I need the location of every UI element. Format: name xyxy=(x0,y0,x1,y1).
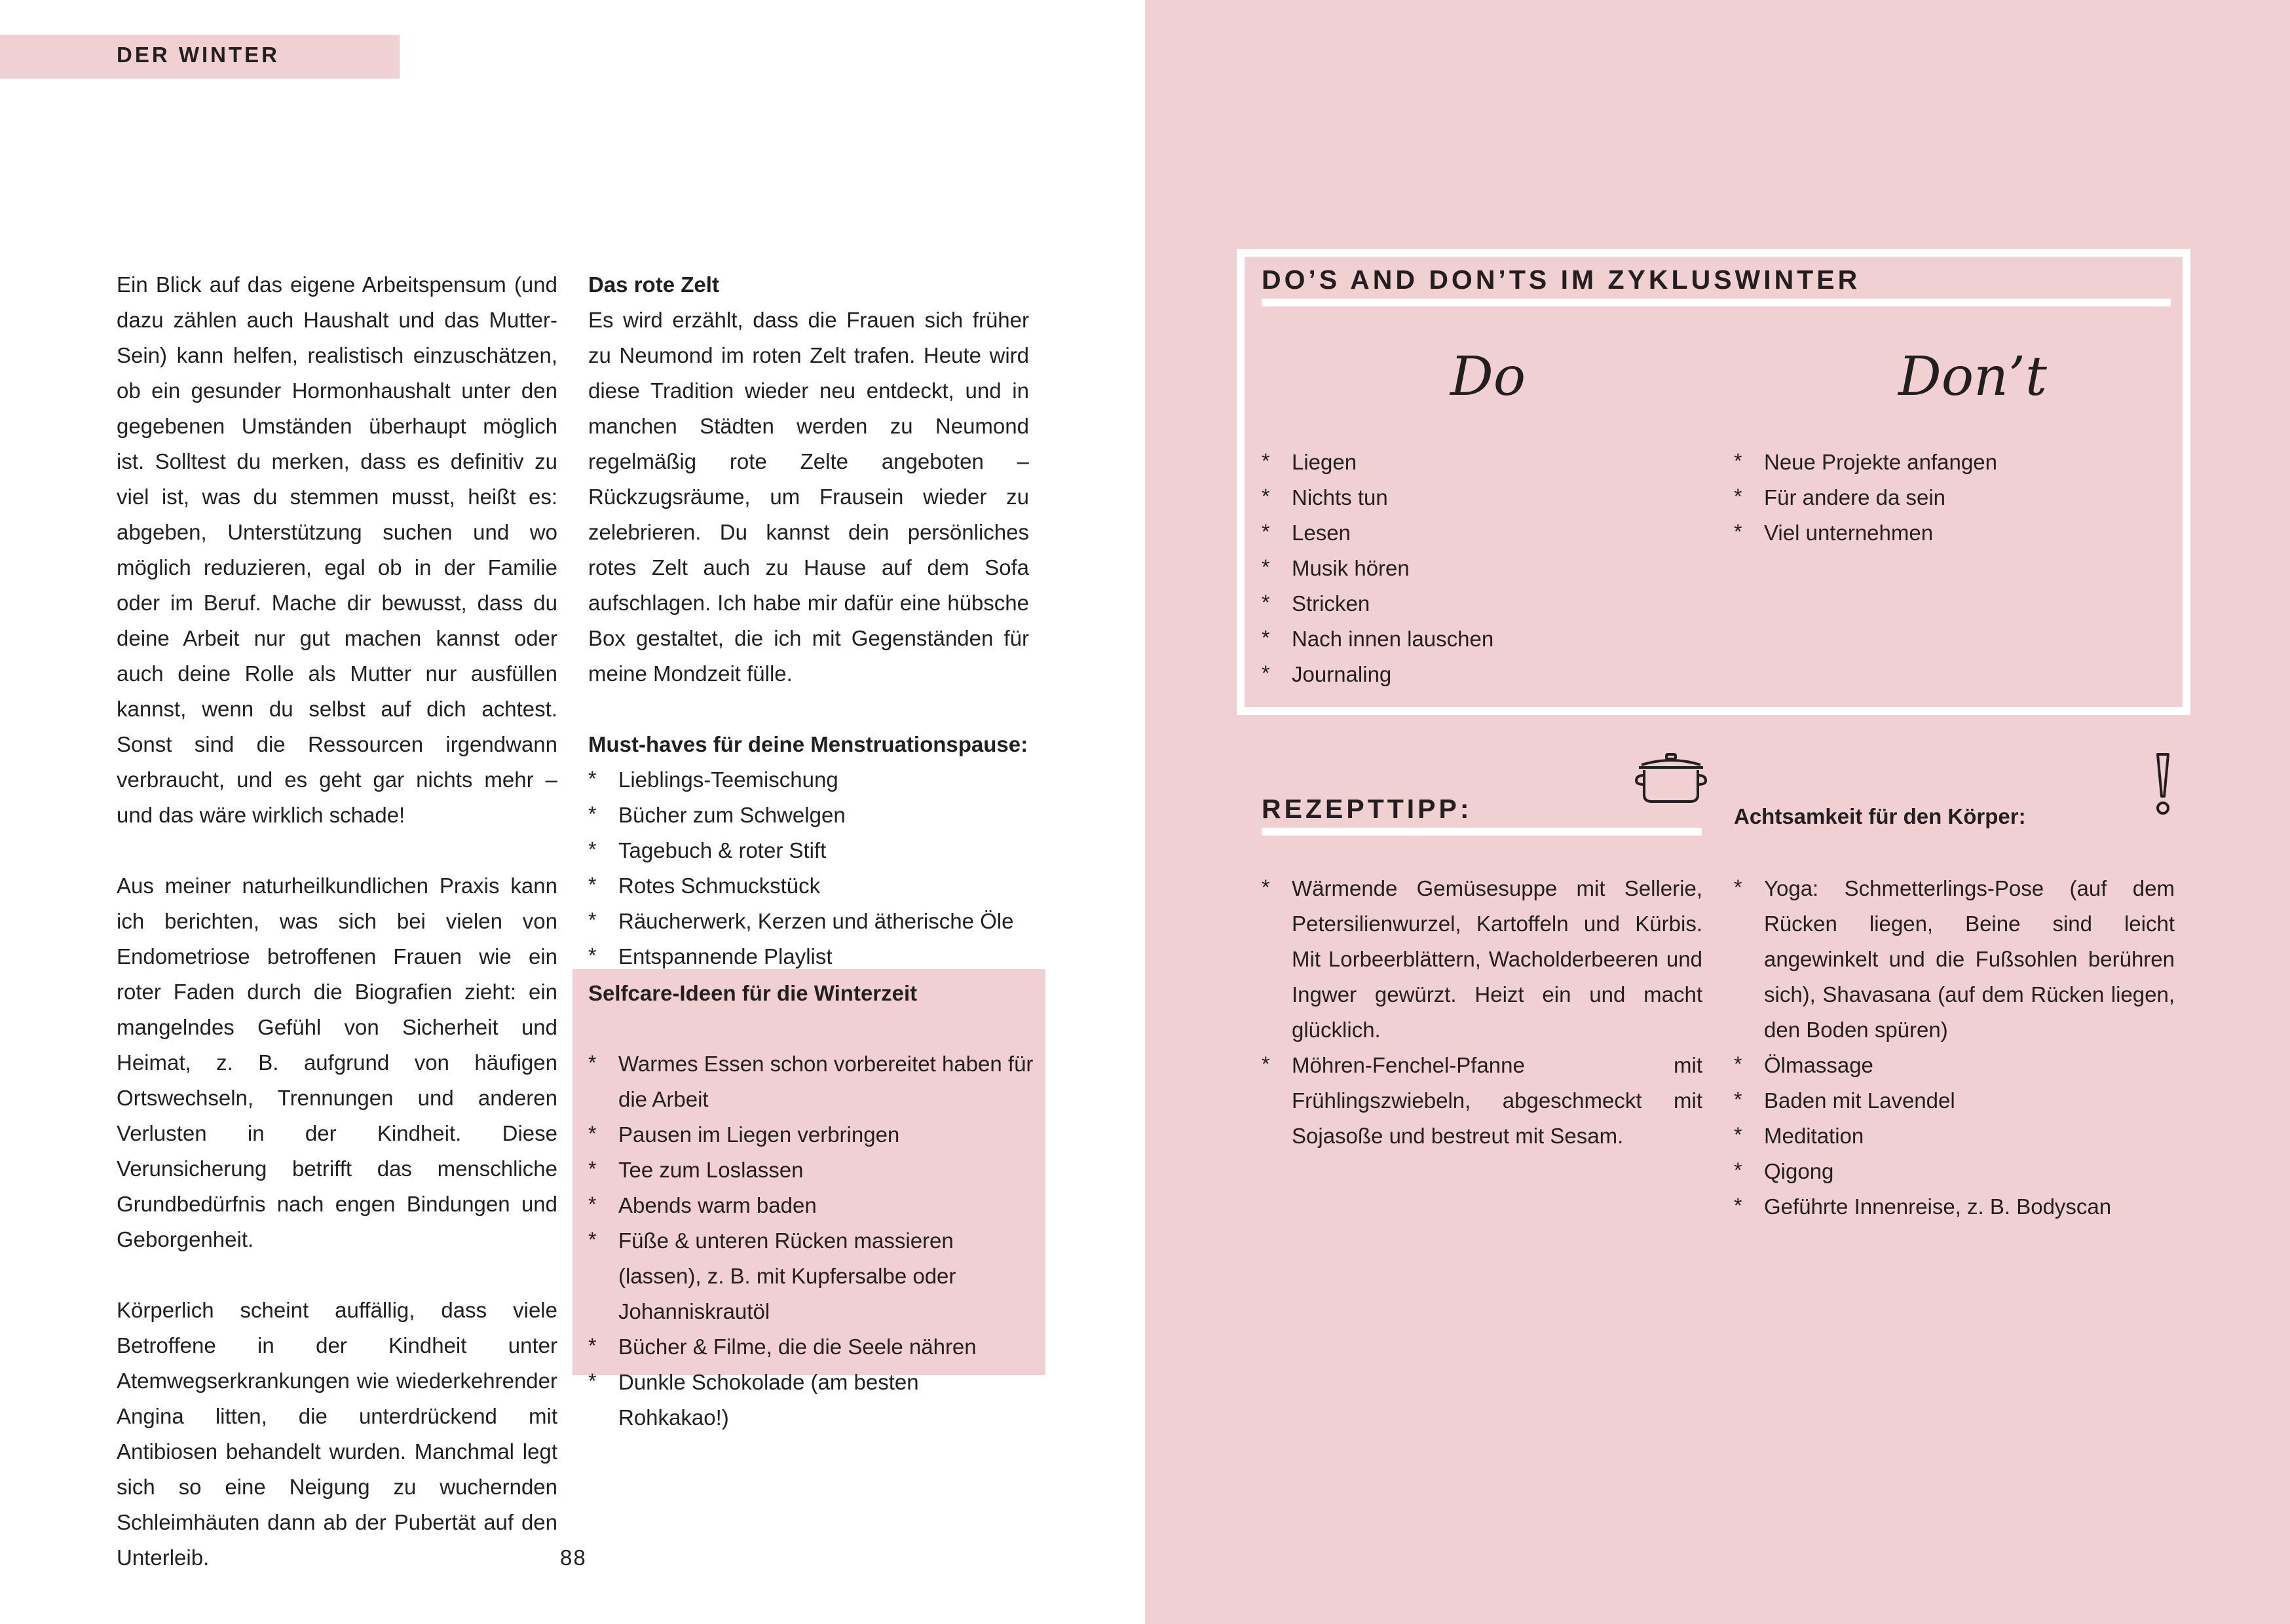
list-item: * Warmes Essen schon vorbereitet haben für die Arbeit xyxy=(588,1046,1034,1117)
list-item: * Tagebuch & roter Stift xyxy=(588,833,1029,868)
list-item: * Für andere da sein xyxy=(1734,480,2166,515)
list-item: * Füße & unteren Rücken massieren (lassen), z. B. mit Kupfersalbe oder Johanniskrautöl xyxy=(588,1223,1034,1329)
selfcare-heading: Selfcare-Ideen für die Winterzeit xyxy=(588,981,918,1005)
rezept-title: REZEPTTIPP: xyxy=(1262,794,1473,824)
list-item: * Meditation xyxy=(1734,1118,2175,1154)
list-item: * Musik hören xyxy=(1262,551,1655,586)
list-item: * Rotes Schmuckstück xyxy=(588,868,1029,904)
paragraph: Körperlich scheint auffällig, dass viele Betroffene in der Kindheit unter Atemwegserkrankungen wie wiederkehrender Angina litten, die unterdrückend mit Antibiosen behandelt wurden. Manchmal legt sich so eine Neigung zu wuchernden Schleimhäuten dann ab der Pubertät auf den Unterleib. xyxy=(117,1298,557,1570)
exclamation-icon xyxy=(2150,752,2176,817)
list-item: * Geführte Innenreise, z. B. Bodyscan xyxy=(1734,1189,2175,1225)
list-item: * Lieblings-Teemischung xyxy=(588,762,1029,798)
selfcare-list xyxy=(588,1046,1034,1435)
rezept-list xyxy=(1262,871,1702,1154)
dont-heading: Don’t xyxy=(1898,346,2047,408)
list-item: * Yoga: Schmetterlings-Pose (auf dem Rücken liegen, Beine sind leicht angewinkelt und die Fußsohlen berühren sich), Shavasana (auf dem Rücken liegen, den Boden spüren) xyxy=(1734,871,2175,1048)
musthaves-list xyxy=(588,762,1029,974)
list-item: * Abends warm baden xyxy=(588,1188,1034,1223)
list-item: * Journaling xyxy=(1262,657,1655,692)
zelt-paragraph: Es wird erzählt, dass die Frauen sich früher zu Neumond im roten Zelt trafen. Heute wird diese Tradition wieder neu entdeckt, und in manchen Städten werden zu Neumond regelmäßig rote Zelte angeboten – Rückzugsräume, um Frausein wieder zu zelebrieren. Du kannst dein persönliches rotes Zelt auch zu Hause auf dem Sofa aufschlagen. Ich habe mir dafür eine hübsche Box gestaltet, die ich mit Gegenständen für meine Mondzeit fülle. xyxy=(588,308,1029,686)
left-text-column xyxy=(117,267,557,1611)
running-head xyxy=(0,35,400,79)
list-item: * Lesen xyxy=(1262,515,1655,551)
list-item: * Bücher zum Schwelgen xyxy=(588,798,1029,833)
dos-donts-title: DO’S AND DON’TS IM ZYKLUSWINTER xyxy=(1262,265,1861,295)
achtsamkeit-heading: Achtsamkeit für den Körper: xyxy=(1734,804,2026,828)
list-item: * Räucherwerk, Kerzen und ätherische Öle xyxy=(588,904,1029,939)
selfcare-box xyxy=(572,969,1045,1430)
list-item: * Stricken xyxy=(1262,586,1655,621)
list-item: * Neue Projekte anfangen xyxy=(1734,445,2166,480)
title-underline xyxy=(1262,299,2171,306)
dont-list xyxy=(1734,445,2166,551)
list-item: * Nichts tun xyxy=(1262,480,1655,515)
list-item: * Ölmassage xyxy=(1734,1048,2175,1083)
page-number: 88 xyxy=(560,1545,587,1570)
list-item: * Viel unternehmen xyxy=(1734,515,2166,551)
list-item: * Tee zum Loslassen xyxy=(588,1153,1034,1188)
list-item: * Nach innen lauschen xyxy=(1262,621,1655,657)
list-item: * Dunkle Schokolade (am besten Rohkakao!) xyxy=(588,1365,1034,1435)
list-item: * Liegen xyxy=(1262,445,1655,480)
list-item: * Baden mit Lavendel xyxy=(1734,1083,2175,1118)
paragraph: Ein Blick auf das eigene Arbeitspensum (und dazu zählen auch Haushalt und das Mutter-Sein) kann helfen, realistisch einzuschätzen, ob ein gesunder Hormonhaushalt unter den gegebenen Umständen überhaupt möglich ist. Solltest du merken, dass es definitiv zu viel ist, was du stemmen musst, heißt es: abgeben, Unterstützung suchen und wo möglich reduzieren, egal ob in der Familie oder im Beruf. Mache dir bewusst, dass du deine Arbeit nur gut machen kannst oder auch deine Rolle als Mutter nur ausfüllen kannst, wenn du selbst auf dich achtest. Sonst sind die Ressourcen irgendwann verbraucht, und es geht gar nichts mehr – und das wäre wirklich schade! xyxy=(117,272,557,827)
list-item: * Möhren-Fenchel-Pfanne mit Frühlingszwiebeln, abgeschmeckt mit Sojasoße und bestreut mit Sesam. xyxy=(1262,1048,1702,1154)
list-item: * Qigong xyxy=(1734,1154,2175,1189)
list-item: * Pausen im Liegen verbringen xyxy=(588,1117,1034,1153)
list-item: * Bücher & Filme, die die Seele nähren xyxy=(588,1329,1034,1365)
rezept-underline xyxy=(1262,828,1702,836)
do-heading: Do xyxy=(1450,346,1526,408)
list-item: * Entspannende Playlist xyxy=(588,939,1029,974)
zelt-heading: Das rote Zelt xyxy=(588,272,719,297)
achtsamkeit-list xyxy=(1734,871,2175,1225)
paragraph: Aus meiner naturheilkundlichen Praxis kann ich berichten, was sich bei vielen von Endometriose betroffenen Frauen wie ein roter Faden durch die Biografien zieht: ein mangelndes Gefühl von Sicherheit und Heimat, z. B. aufgrund von häufigen Ortswechseln, Trennungen und anderen Verlusten in der Kindheit. Diese Verunsicherung betrifft das menschliche Grundbedürfnis nach engen Bindungen und Geborgenheit. xyxy=(117,874,557,1251)
do-list xyxy=(1262,445,1655,692)
running-head-label: DER WINTER xyxy=(117,43,280,67)
middle-text-column xyxy=(588,267,1029,974)
musthaves-heading: Must-haves für deine Menstruationspause: xyxy=(588,732,1028,756)
cooking-pot-icon xyxy=(1635,752,1707,805)
list-item: * Wärmende Gemüsesuppe mit Sellerie, Petersilienwurzel, Kartoffeln und Kürbis. Mit Lorbeerblättern, Wacholderbeeren und Ingwer gewürzt. Heizt ein und macht glücklich. xyxy=(1262,871,1702,1048)
